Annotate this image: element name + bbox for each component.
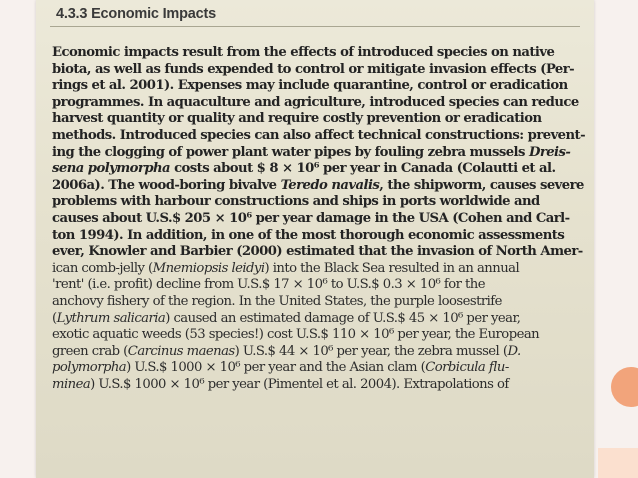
text-line <box>52 311 586 328</box>
text-segment: methods. Introduced species can also affect technical constructions: prevent- <box>52 127 586 143</box>
text-segment: green crab ( <box>52 343 128 359</box>
text-line <box>52 45 586 62</box>
text-line <box>52 360 586 377</box>
italic-text-segment: sena polymorpha <box>52 161 171 177</box>
text-line <box>52 62 586 79</box>
text-segment: ever, Knowler and Barbier (2000) estimated that the invasion of North Amer- <box>52 244 583 260</box>
text-segment: ton 1994). In addition, in one of the most thorough economic assessments <box>52 227 565 243</box>
text-line <box>52 327 586 344</box>
text-segment: 2006a). The wood-boring bivalve <box>52 177 281 193</box>
scanned-page <box>36 0 594 478</box>
italic-text-segment: Dreis- <box>528 144 571 160</box>
body-paragraph <box>52 45 586 393</box>
text-line <box>52 145 586 162</box>
text-segment: ) U.S.$ 1000 × 10⁶ per year and the Asian clam ( <box>126 360 426 376</box>
text-segment: rings et al. 2001). Expenses may include quarantine, control or eradication <box>52 78 568 94</box>
text-line <box>52 228 586 245</box>
decorative-circle <box>611 367 638 407</box>
text-line <box>52 111 586 128</box>
text-segment: 'rent' (i.e. profit) decline from U.S.$ 17 × 10⁶ to U.S.$ 0.3 × 10⁶ for the <box>52 277 485 293</box>
text-line <box>52 128 586 145</box>
text-line <box>52 261 586 278</box>
heading-rule <box>50 26 580 27</box>
text-segment: ) U.S.$ 44 × 10⁶ per year, the zebra mussel ( <box>234 343 508 359</box>
italic-text-segment: Mnemiopsis leidyi <box>152 260 265 276</box>
italic-text-segment: Corbicula flu- <box>425 360 509 376</box>
text-segment: ) caused an estimated damage of U.S.$ 45 × 10⁶ per year, <box>165 310 521 326</box>
text-line <box>52 178 586 195</box>
italic-text-segment: Carcinus maenas <box>127 343 235 359</box>
text-segment: ing the clogging of power plant water pipes by fouling zebra mussels <box>52 144 529 160</box>
text-segment: problems with harbour constructions and ships in ports worldwide and <box>52 194 540 210</box>
text-line <box>52 244 586 261</box>
text-segment: costs about $ 8 × 10⁶ per year in Canada (Colautti et al. <box>170 161 556 177</box>
section-heading: 4.3.3 Economic Impacts <box>56 6 216 22</box>
text-segment: ican comb-jelly ( <box>52 260 153 276</box>
italic-text-segment: Lythrum salicaria <box>56 310 166 326</box>
text-line <box>52 344 586 361</box>
text-line <box>52 194 586 211</box>
text-segment: anchovy fishery of the region. In the United States, the purple loosestrife <box>52 293 502 309</box>
text-segment: ( <box>52 310 57 326</box>
text-line <box>52 211 586 228</box>
text-segment: exotic aquatic weeds (53 species!) cost U.S.$ 110 × 10⁶ per year, the European <box>52 327 540 343</box>
text-line <box>52 377 586 394</box>
italic-text-segment: D. <box>507 343 521 359</box>
text-line <box>52 95 586 112</box>
text-segment: ) into the Black Sea resulted in an annual <box>264 260 520 276</box>
text-segment: ) U.S.$ 1000 × 10⁶ per year (Pimentel et al. 2004). Extrapolations of <box>90 376 509 392</box>
italic-text-segment: minea <box>52 376 91 392</box>
text-line <box>52 294 586 311</box>
italic-text-segment: polymorpha <box>52 360 127 376</box>
text-line <box>52 277 586 294</box>
text-segment: causes about U.S.$ 205 × 10⁶ per year damage in the USA (Cohen and Carl- <box>52 210 570 226</box>
text-segment: harvest quantity or quality and require costly prevention or eradication <box>52 111 542 127</box>
text-line <box>52 78 586 95</box>
text-segment: Economic impacts result from the effects of introduced species on native <box>52 45 555 60</box>
text-segment: programmes. In aquaculture and agriculture, introduced species can reduce <box>52 94 579 110</box>
text-line <box>52 161 586 178</box>
italic-text-segment: Teredo navalis <box>280 177 380 193</box>
decorative-corner-block <box>598 448 638 478</box>
text-segment: , the shipworm, causes severe <box>379 177 584 193</box>
text-segment: biota, as well as funds expended to control or mitigate invasion effects (Per- <box>52 61 575 77</box>
